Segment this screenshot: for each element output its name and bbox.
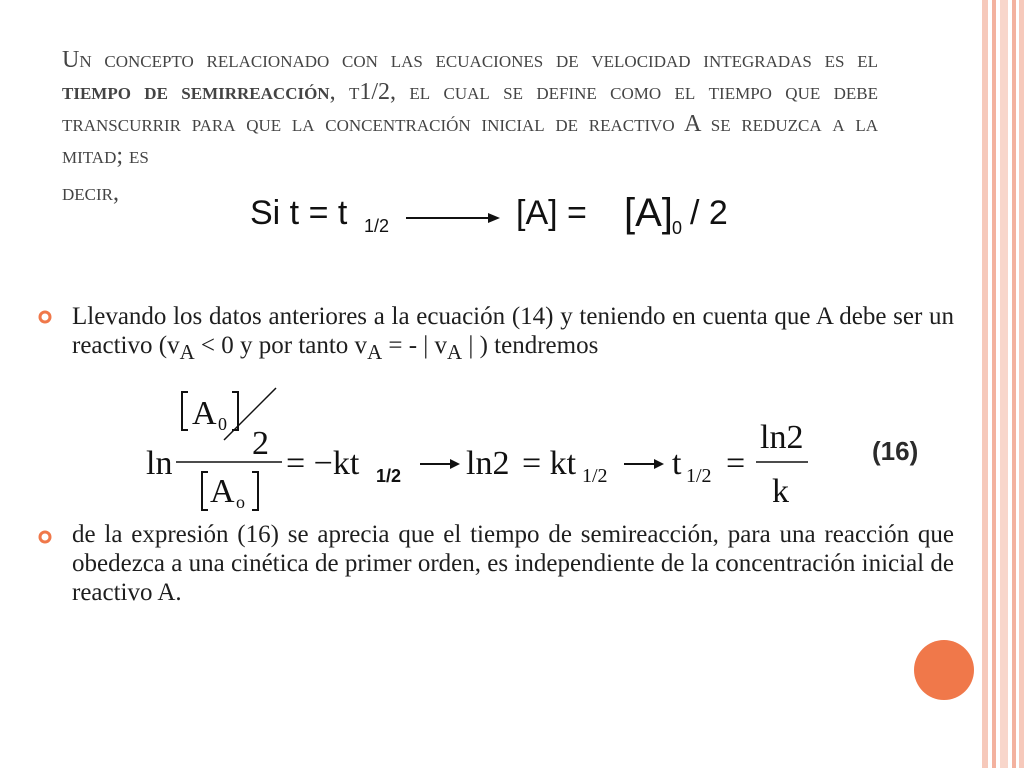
eq1-sub-zero: 0	[672, 218, 683, 238]
eq2-ao: A	[210, 473, 235, 510]
eq2-half3: 1/2	[686, 465, 712, 487]
arrow-head	[488, 213, 500, 223]
eq1-bracket-a: [A]	[624, 191, 673, 235]
eq2-a0: A	[192, 395, 217, 432]
eq2-ln2a: ln2	[466, 445, 510, 482]
eq2-ln: ln	[146, 445, 173, 482]
bullet-paragraph-2: de la expresión (16) se aprecia que el tiempo de semireacción, para una reacción que obedezca a una cinética de primer orden, es independiente de la concentración inicial de reactivo A.	[72, 521, 954, 606]
equation-16	[140, 380, 820, 520]
eq1-rhs: [A] =	[516, 194, 587, 232]
eq2-eq-kt: = −kt	[286, 445, 360, 482]
eq2-arrow1-head	[450, 459, 460, 469]
title-last-word: decir,	[62, 180, 119, 206]
equation-number: (16)	[872, 436, 919, 466]
eq1-over2: / 2	[690, 194, 728, 232]
eq2-ln2b: ln2	[760, 419, 804, 456]
eq1-sub-half: 1/2	[364, 216, 390, 236]
eq2-eq-kt2: = kt	[522, 445, 577, 482]
eq2-eq: =	[726, 445, 746, 482]
title-bold-term: tiempo de semirreacción	[62, 79, 330, 105]
eq2-half2: 1/2	[582, 465, 608, 487]
decorative-circle	[914, 640, 974, 700]
eq2-k: k	[772, 473, 789, 510]
eq2-half-bold: 1/2	[376, 466, 402, 486]
eq2-arrow2-head	[654, 459, 664, 469]
bullet-icon	[38, 530, 52, 544]
eq2-t: t	[672, 445, 682, 482]
eq1-si: Si t = t	[250, 194, 348, 232]
eq2-sub0: 0	[218, 414, 227, 434]
slide-title: Un concepto relacionado con las ecuaciones de velocidad integradas es el tiempo de semirreacción, t1/2, el cual se define como el tiempo que debe transcurrir para que la concentración inicial de reactivo A se reduzca a la mitad; es	[62, 47, 878, 169]
bullet-icon	[38, 310, 52, 324]
bullet-paragraph-1: Llevando los datos anteriores a la ecuación (14) y teniendo en cuenta que A debe ser un reactivo ($v_A < 0$ y por tanto $v_A$ = - | $v_A$ | ) tendremos	[72, 303, 954, 364]
decorative-stripes	[982, 0, 1024, 768]
eq2-subo: o	[236, 492, 245, 512]
eq2-two: 2	[252, 425, 269, 462]
equation-half-life-definition	[246, 188, 746, 240]
